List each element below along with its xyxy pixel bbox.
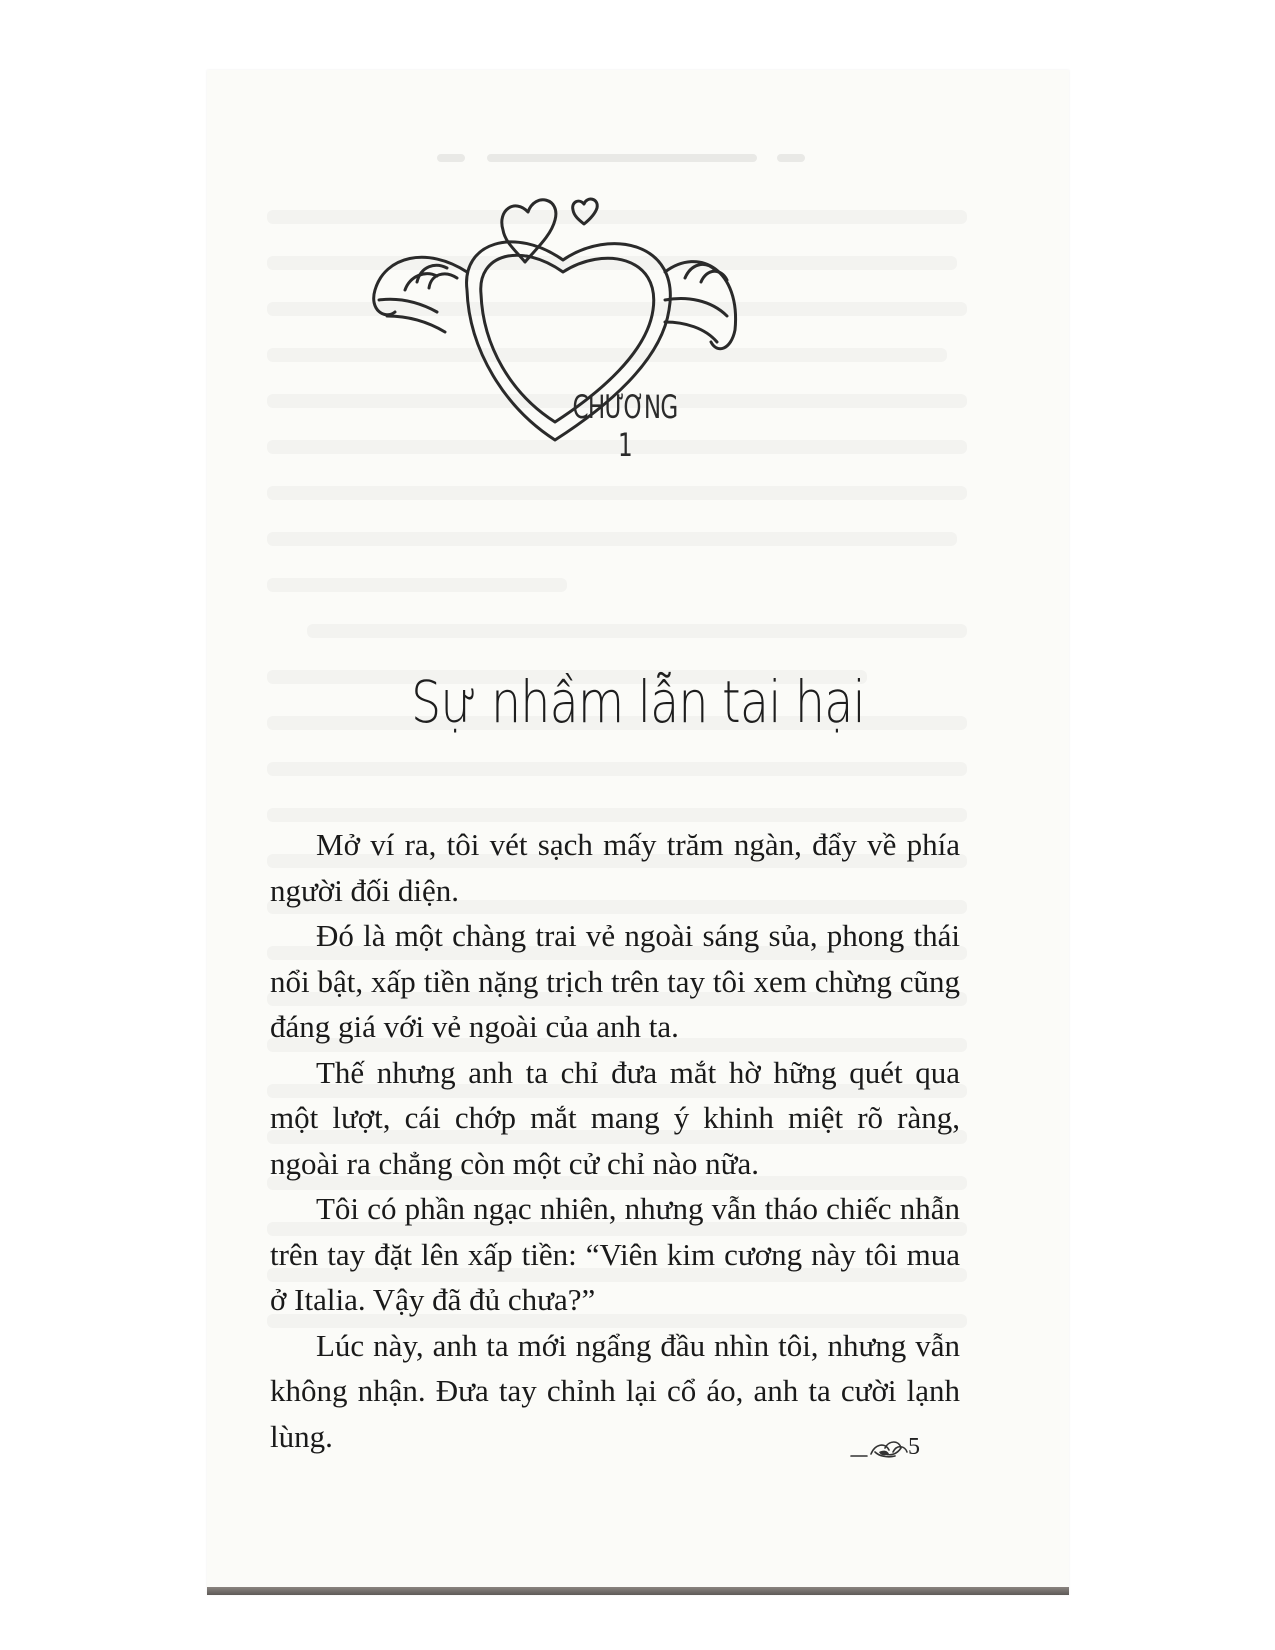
winged-heart-icon bbox=[365, 150, 745, 460]
chapter-body bbox=[270, 822, 960, 1459]
paragraph: Mở ví ra, tôi vét sạch mấy trăm ngàn, đẩy về phía người đối diện. bbox=[270, 827, 960, 908]
page-edge-shadow bbox=[207, 1587, 1069, 1595]
chapter-title: Sự nhầm lẫn tai hại bbox=[411, 668, 865, 736]
paragraph: Lúc này, anh ta mới ngẩng đầu nhìn tôi, nhưng vẫn không nhận. Đưa tay chỉnh lại cổ áo, anh ta cười lạnh lùng. bbox=[270, 1327, 960, 1454]
angel-doodle-icon bbox=[845, 1432, 965, 1462]
chapter-label: CHƯƠNG 1 bbox=[572, 388, 678, 464]
paragraph: Thế nhưng anh ta chỉ đưa mắt hờ hững quét qua một lượt, cái chớp mắt mang ý khinh miệt rõ ràng, ngoài ra chẳng còn một cử chỉ nào nữa. bbox=[270, 1054, 960, 1181]
page-number: 5 bbox=[908, 1434, 920, 1460]
paragraph: Tôi có phần ngạc nhiên, nhưng vẫn tháo chiếc nhẫn trên tay đặt lên xấp tiền: “Viên kim cương này tôi mua ở Italia. Vậy đã đủ chưa?” bbox=[270, 1191, 960, 1317]
paragraph: Đó là một chàng trai vẻ ngoài sáng sủa, phong thái nổi bật, xấp tiền nặng trịch trên tay tôi xem chừng cũng đáng giá với vẻ ngoài của anh ta. bbox=[270, 918, 960, 1044]
